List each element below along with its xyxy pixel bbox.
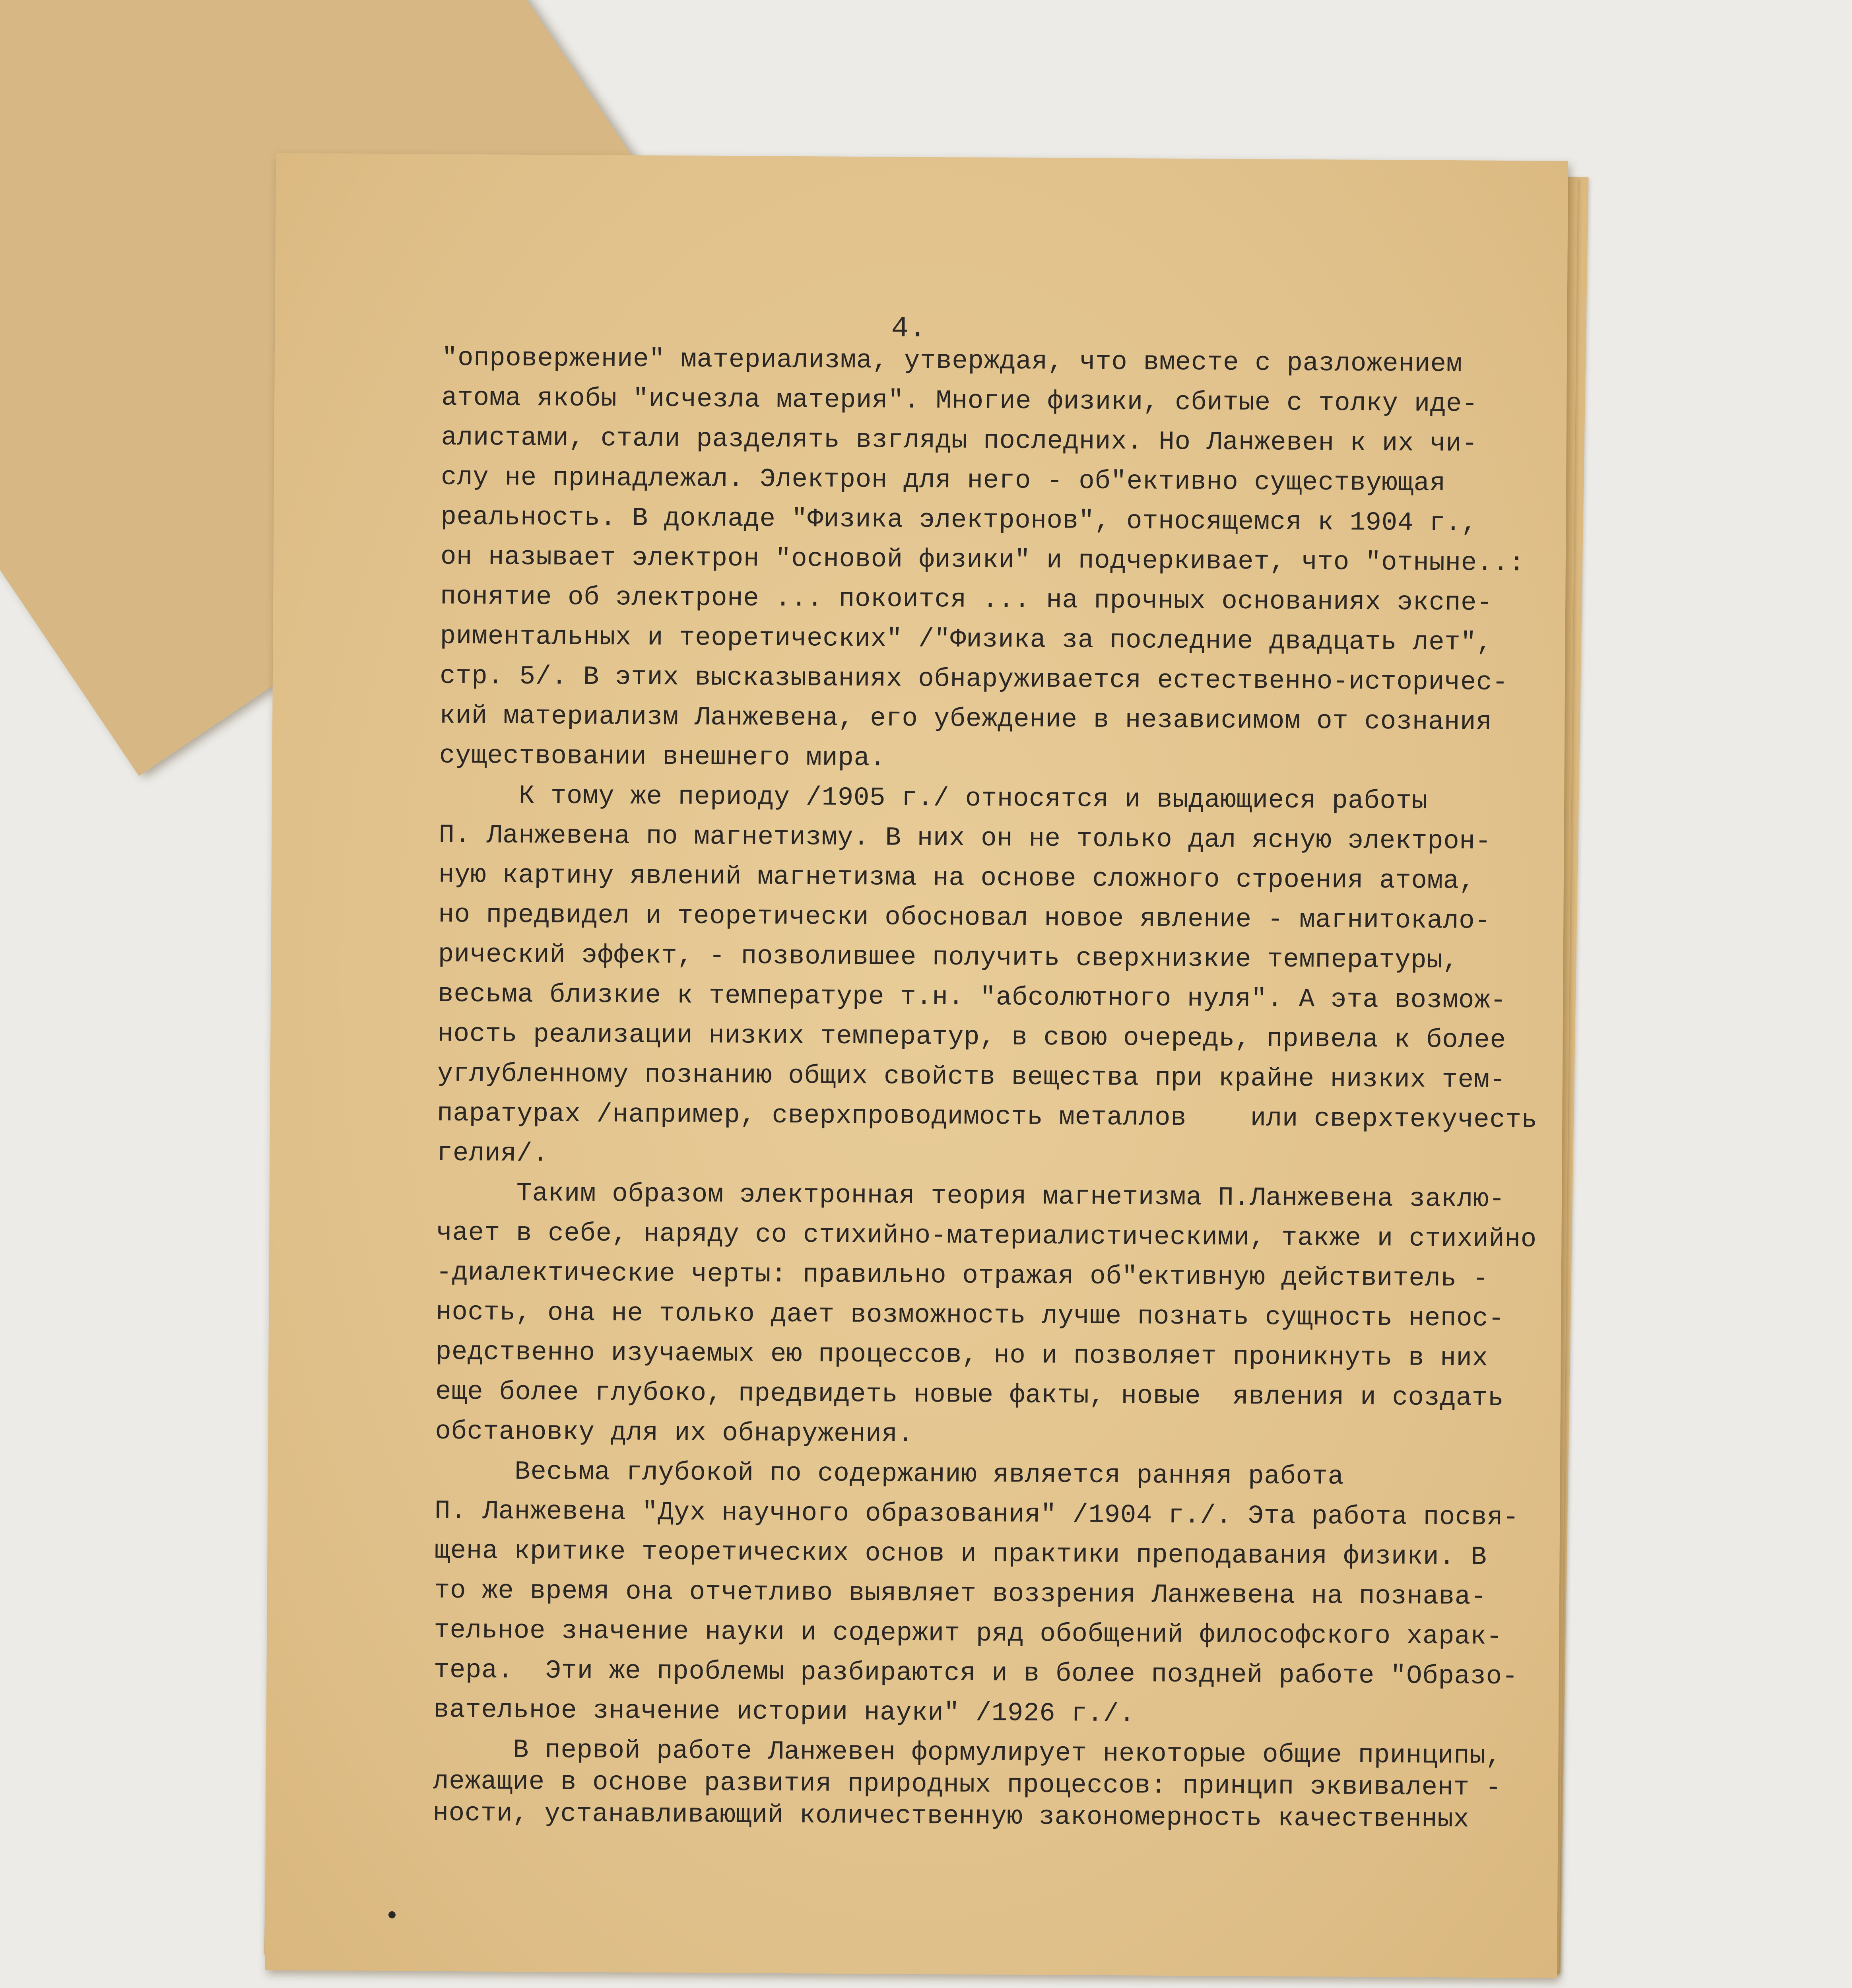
text-line: Весьма глубокой по содержанию является ранняя работа xyxy=(435,1456,1344,1492)
text-line: гелия/. xyxy=(437,1138,549,1169)
page-number: 4. xyxy=(891,312,927,346)
text-line: реальность. В докладе "Физика электронов", относящемся к 1904 г., xyxy=(441,502,1477,538)
text-line: то же время она отчетливо выявляет воззрения Ланжевена на познава- xyxy=(434,1575,1487,1612)
text-line: атома якобы "исчезла материя". Многие физики, сбитые с толку иде- xyxy=(441,382,1478,419)
text-line: ность, она не только дает возможность лучше познать сущность непос- xyxy=(435,1297,1505,1334)
text-line: стр. 5/. В этих высказываниях обнаруживается естественно-историчес- xyxy=(439,661,1508,698)
text-line: Таким образом электронная теория магнетизма П.Ланжевена заклю- xyxy=(436,1178,1505,1215)
text-line: тера. Эти же проблемы разбираются и в более поздней работе "Образо- xyxy=(433,1655,1518,1692)
ink-spot xyxy=(388,1911,396,1918)
text-line: алистами, стали разделять взгляды последних. Но Ланжевен к их чи- xyxy=(441,422,1478,459)
text-line: П. Ланжевена по магнетизму. В них он не только дал ясную электрон- xyxy=(439,820,1491,856)
text-line: редственно изучаемых ею процессов, но и позволяет проникнуть в них xyxy=(435,1337,1488,1373)
text-line: В первой работе Ланжевен формулирует некоторые общие принципы, xyxy=(433,1734,1502,1771)
text-line: понятие об электроне ... покоится ... на прочных основаниях экспе- xyxy=(440,581,1493,618)
text-line: весьма близкие к температуре т.н. "абсолютного нуля". А эта возмож- xyxy=(437,979,1506,1016)
text-line: еще более глубоко, предвидеть новые факты, новые явления и создать xyxy=(435,1376,1504,1413)
text-line: ности, устанавливающий количественную закономерность качественных xyxy=(433,1798,1470,1835)
text-line: лежащие в основе развития природных процессов: принцип эквивалент - xyxy=(433,1766,1502,1803)
text-line: вательное значение истории науки" /1926 г./. xyxy=(433,1695,1135,1729)
text-line: -диалектические черты: правильно отражая об"ективную действитель - xyxy=(436,1257,1489,1294)
text-line: К тому же периоду /1905 г./ относятся и выдающиеся работы xyxy=(439,780,1428,816)
text-line: щена критике теоретических основ и практики преподавания физики. В xyxy=(434,1536,1487,1572)
typewritten-page xyxy=(265,153,1568,1978)
text-line: риментальных и теоретических" /"Физика за последние двадцать лет", xyxy=(440,621,1493,658)
text-line: тельное значение науки и содержит ряд обобщений философского харак- xyxy=(434,1615,1503,1652)
body-text xyxy=(433,343,1538,1835)
text-line: углубленному познанию общих свойств вещества при крайне низких тем- xyxy=(437,1058,1506,1095)
text-line: чает в себе, наряду со стихийно-материалистическими, также и стихийно xyxy=(436,1217,1537,1254)
text-line: паратурах /например, сверхпроводимость металлов или сверхтекучесть xyxy=(437,1098,1538,1135)
text-line: ность реализации низких температур, в свою очередь, привела к более xyxy=(437,1019,1506,1056)
text-line: "опровержение" материализма, утверждая, что вместе с разложением xyxy=(441,343,1462,379)
text-line: существовании внешнего мира. xyxy=(439,740,886,773)
text-line: но предвидел и теоретически обосновал новое явление - магнитокало- xyxy=(438,899,1491,936)
text-line: ную картину явлений магнетизма на основе сложного строения атома, xyxy=(438,860,1475,896)
text-line: кий материализм Ланжевена, его убеждение в независимом от сознания xyxy=(439,701,1492,737)
text-line: обстановку для их обнаружения. xyxy=(435,1416,914,1449)
text-line: П. Ланжевена "Дух научного образования" /1904 г./. Эта работа посвя- xyxy=(434,1496,1519,1533)
text-line: он называет электрон "основой физики" и подчеркивает, что "отныне..: xyxy=(440,542,1525,579)
text-line: слу не принадлежал. Электрон для него - об"ективно существующая xyxy=(441,462,1446,499)
text-line: рический эффект, - позволившее получить сверхнизкие температуры, xyxy=(438,939,1459,976)
